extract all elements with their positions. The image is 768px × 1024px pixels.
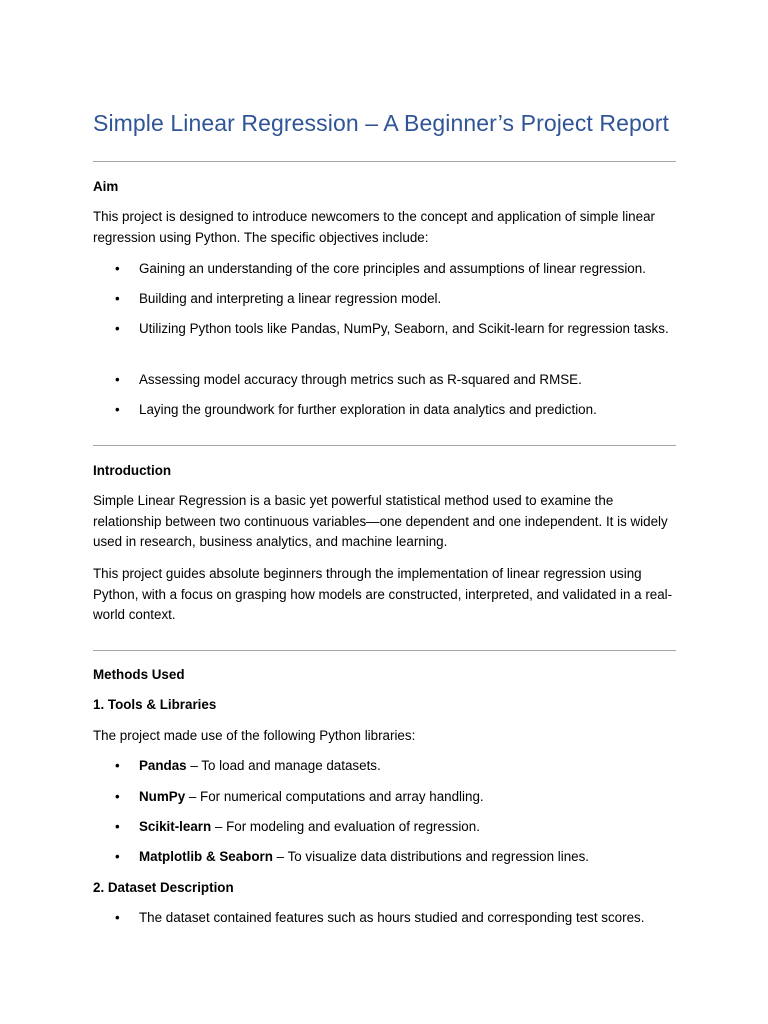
library-name: NumPy bbox=[139, 789, 186, 804]
bullet-icon: • bbox=[115, 321, 120, 336]
aim-intro: This project is designed to introduce newcomers to the concept and application of simple linear regression using Python. The specific objectives include: bbox=[93, 209, 655, 245]
introduction-paragraph: Simple Linear Regression is a basic yet powerful statistical method used to examine the relationship between two continuous variables—one dependent and one independent. It is widely used in research, business analytics, and machine learning. bbox=[93, 493, 668, 549]
bullet-icon: • bbox=[115, 910, 120, 925]
divider bbox=[93, 445, 676, 446]
library-desc: – For numerical computations and array handling. bbox=[185, 789, 484, 804]
bullet-icon: • bbox=[115, 291, 120, 306]
page-title: Simple Linear Regression – A Beginner’s Project Report bbox=[93, 110, 670, 136]
divider bbox=[93, 650, 676, 651]
bullet-icon: • bbox=[115, 758, 120, 773]
bullet-icon: • bbox=[115, 372, 120, 387]
tools-intro: The project made use of the following Python libraries: bbox=[93, 728, 416, 743]
library-name: Scikit-learn bbox=[139, 819, 212, 834]
divider bbox=[93, 161, 676, 162]
bullet-icon: • bbox=[115, 402, 120, 417]
bullet-icon: • bbox=[115, 849, 120, 864]
library-name: Matplotlib & Seaborn bbox=[139, 849, 273, 864]
bullet-icon: • bbox=[115, 819, 120, 834]
introduction-heading: Introduction bbox=[93, 463, 172, 478]
library-name: Pandas bbox=[139, 758, 187, 773]
introduction-paragraph: This project guides absolute beginners through the implementation of linear regression using Python, with a focus on grasping how models are constructed, interpreted, and validated in a real-world context. bbox=[93, 566, 673, 622]
dataset-heading: 2. Dataset Description bbox=[93, 880, 234, 895]
library-desc: – To load and manage datasets. bbox=[186, 758, 381, 773]
library-desc: – To visualize data distributions and regression lines. bbox=[272, 849, 590, 864]
bullet-icon: • bbox=[115, 789, 120, 804]
bullet-icon: • bbox=[115, 261, 120, 276]
library-desc: – For modeling and evaluation of regression. bbox=[211, 819, 480, 834]
aim-heading: Aim bbox=[93, 179, 119, 194]
methods-heading: Methods Used bbox=[93, 667, 185, 682]
tools-heading: 1. Tools & Libraries bbox=[93, 697, 217, 712]
